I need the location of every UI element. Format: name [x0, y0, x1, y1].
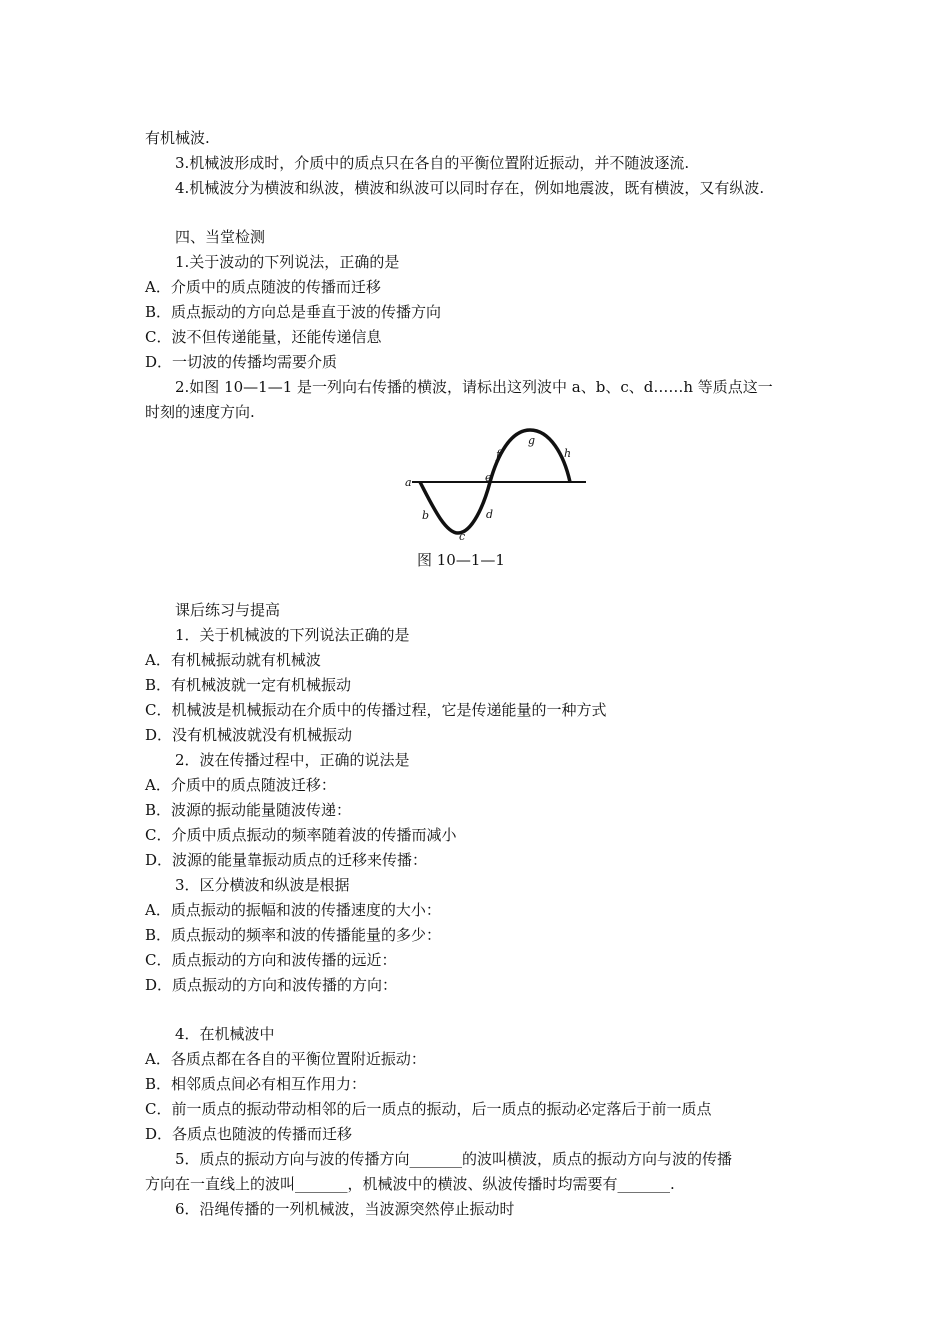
option-c: C．波不但传递能量，还能传递信息: [145, 328, 382, 346]
option-d: D．一切波的传播均需要介质: [145, 353, 338, 371]
option-b: B．质点振动的方向总是垂直于波的传播方向: [145, 303, 442, 321]
question-1: 1.关于波动的下列说法，正确的是: [175, 253, 400, 271]
point-label-a: a: [405, 476, 412, 489]
exercise-5: 5．质点的振动方向与波的传播方向_______的波叫横波，质点的振动方向与波的传播: [175, 1150, 733, 1168]
option-line: D．波源的能量靠振动质点的迁移来传播：: [145, 851, 428, 869]
question-2-cont: 时刻的速度方向.: [145, 403, 255, 421]
option-line: B．有机械波就一定有机械振动: [145, 676, 352, 694]
option-a: A．介质中的质点随波的传播而迁移: [145, 278, 381, 296]
option-line: A．质点振动的振幅和波的传播速度的大小：: [145, 901, 441, 919]
section-title: 课后练习与提高: [175, 601, 281, 619]
option-line: C．介质中质点振动的频率随着波的传播而减小: [145, 826, 457, 844]
option-line: A．介质中的质点随波迁移：: [145, 776, 336, 794]
exercise-4: 4．在机械波中: [175, 1025, 275, 1043]
exercise-6: 6．沿绳传播的一列机械波，当波源突然停止振动时: [175, 1200, 515, 1218]
point-label-h: h: [564, 447, 572, 460]
option-line: D．没有机械波就没有机械振动: [145, 726, 353, 744]
option-line: B．波源的振动能量随波传递：: [145, 801, 352, 819]
option-line: B．质点振动的频率和波的传播能量的多少：: [145, 926, 442, 944]
option-line: C．前一质点的振动带动相邻的后一质点的振动，后一质点的振动必定落后于前一质点: [145, 1100, 712, 1118]
option-line: C．质点振动的方向和波传播的远近：: [145, 951, 397, 969]
option-line: A．各质点都在各自的平衡位置附近振动：: [145, 1050, 426, 1068]
point-label-c: c: [459, 530, 466, 543]
point-label-f: f: [496, 448, 501, 461]
exercise-5-cont: 方向在一直线上的波叫_______，机械波中的横波、纵波传播时均需要有_______.: [145, 1175, 675, 1193]
text-line: 4.机械波分为横波和纵波，横波和纵波可以同时存在，例如地震波，既有横波，又有纵波.: [175, 179, 765, 197]
option-line: D．各质点也随波的传播而迁移: [145, 1125, 353, 1143]
option-line: D．质点振动的方向和波传播的方向：: [145, 976, 398, 994]
point-label-g: g: [528, 434, 536, 447]
text-line: 有机械波.: [145, 129, 210, 147]
point-label-e: e: [485, 471, 492, 484]
option-line: C．机械波是机械振动在介质中的传播过程，它是传递能量的一种方式: [145, 701, 607, 719]
exercise-3: 3．区分横波和纵波是根据: [175, 876, 350, 894]
figure-caption: 图 10—1—1: [417, 551, 505, 569]
option-line: A．有机械振动就有机械波: [145, 651, 321, 669]
section-title: 四、当堂检测: [175, 228, 266, 246]
point-label-d: d: [486, 508, 494, 521]
text-line: 3.机械波形成时，介质中的质点只在各自的平衡位置附近振动，并不随波逐流.: [175, 154, 690, 172]
exercise-2: 2．波在传播过程中，正确的说法是: [175, 751, 410, 769]
question-2: 2.如图 10—1—1 是一列向右传播的横波，请标出这列波中 a、b、c、d……h 等质点这一: [175, 378, 773, 396]
option-line: B．相邻质点间必有相互作用力：: [145, 1075, 367, 1093]
point-label-b: b: [422, 509, 430, 522]
exercise-1: 1．关于机械波的下列说法正确的是: [175, 626, 410, 644]
